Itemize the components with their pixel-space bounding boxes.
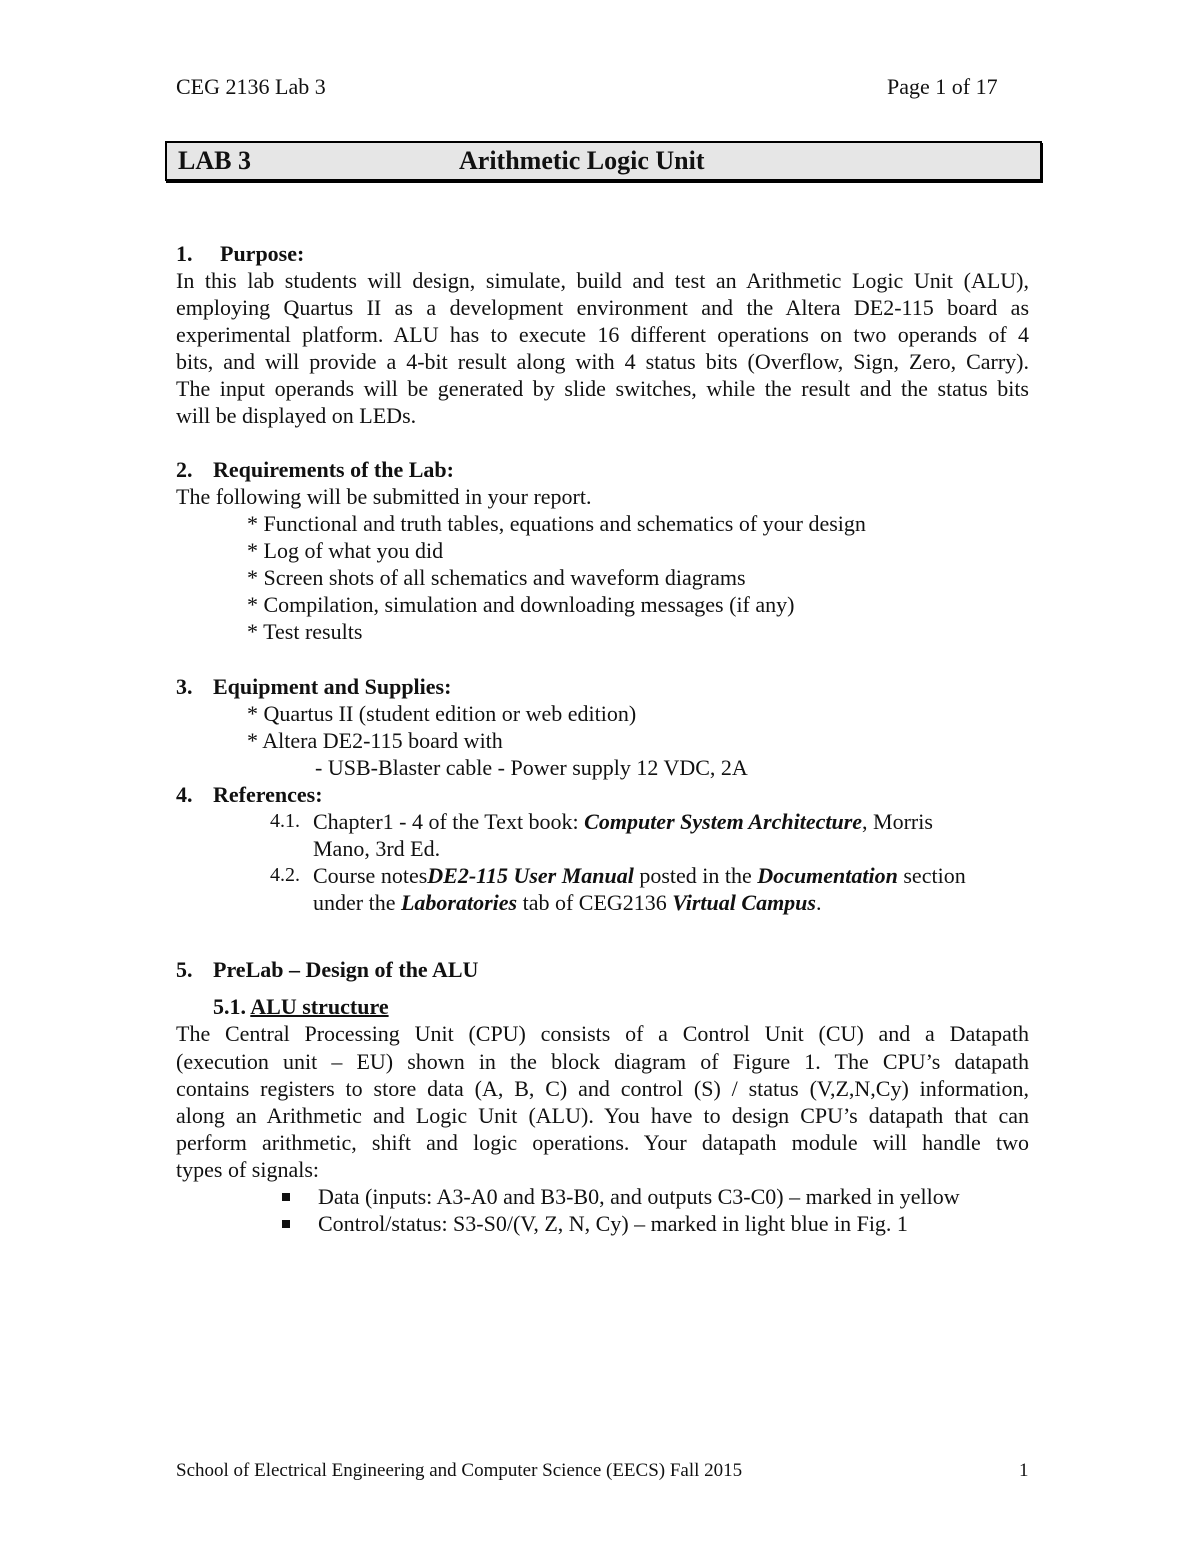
ref-text: under the	[313, 890, 401, 915]
footer-page-number: 1	[1019, 1460, 1029, 1481]
ref-text: Chapter1 - 4 of the Text book:	[313, 809, 585, 834]
ref-section-name: Documentation	[757, 863, 898, 888]
alu-line: types of signals:	[176, 1157, 319, 1182]
alu-line: The Central Processing Unit (CPU) consists of a Control Unit (CU) and a Datapath	[176, 1021, 1029, 1046]
alu-line: along an Arithmetic and Logic Unit (ALU). You have to design CPU’s datapath that can	[176, 1103, 1029, 1128]
reference-number: 4.1.	[270, 810, 300, 832]
requirements-intro: The following will be submitted in your report.	[176, 484, 592, 509]
running-header-page: Page 1 of 17	[887, 74, 998, 99]
title-box	[165, 141, 1042, 181]
section-4-number: 4.	[176, 782, 193, 807]
purpose-line: In this lab students will design, simulate, build and test an Arithmetic Logic Unit (ALU),	[176, 268, 1029, 293]
requirement-item: * Test results	[247, 619, 363, 644]
lab-number: LAB 3	[178, 146, 251, 175]
ref-text: posted in the	[633, 863, 758, 888]
alu-line: perform arithmetic, shift and logic operations. Your datapath module will handle two	[176, 1130, 1029, 1155]
section-3-heading: Equipment and Supplies:	[213, 674, 452, 699]
ref-tab-name: Laboratories	[400, 890, 518, 915]
running-header-course: CEG 2136 Lab 3	[176, 74, 326, 99]
purpose-line: will be displayed on LEDs.	[176, 403, 417, 428]
purpose-line: bits, and will provide a 4-bit result along with 4 status bits (Overflow, Sign, Zero, Carry).	[176, 349, 1029, 374]
reference-number: 4.2.	[270, 864, 300, 886]
ref-text: .	[815, 890, 822, 915]
signal-bullet	[282, 1210, 290, 1237]
requirement-item: * Log of what you did	[247, 538, 444, 563]
reference-text-cont	[313, 889, 821, 916]
ref-text: section	[897, 863, 966, 888]
section-5-number: 5.	[176, 957, 193, 982]
equipment-subitem: - USB-Blaster cable - Power supply 12 VDC, 2A	[315, 755, 748, 780]
ref-book-title: Computer System Architecture	[584, 809, 863, 834]
ref-text: tab of CEG2136	[517, 890, 673, 915]
ref-campus-name: Virtual Campus	[672, 890, 816, 915]
signal-bullet-text: Control/status: S3-S0/(V, Z, N, Cy) – marked in light blue in Fig. 1	[318, 1211, 908, 1236]
section-1-heading: Purpose:	[220, 241, 305, 266]
section-1-number: 1.	[176, 241, 193, 266]
subsection-5-1	[213, 993, 389, 1020]
equipment-item: * Quartus II (student edition or web edition)	[247, 701, 637, 726]
requirement-item: * Screen shots of all schematics and waveform diagrams	[247, 565, 746, 590]
purpose-line: The input operands will be generated by slide switches, while the result and the status bits	[176, 376, 1029, 401]
ref-text: Course notes	[313, 863, 428, 888]
reference-text-cont: Mano, 3rd Ed.	[313, 836, 441, 861]
alu-line: (execution unit – EU) shown in the block diagram of Figure 1. The CPU’s datapath	[176, 1049, 1029, 1074]
section-5-heading: PreLab – Design of the ALU	[213, 957, 479, 982]
signal-bullet	[282, 1183, 290, 1210]
purpose-line: employing Quartus II as a development environment and the Altera DE2-115 board as	[176, 295, 1029, 320]
requirement-item: * Compilation, simulation and downloading messages (if any)	[247, 592, 795, 617]
equipment-item: * Altera DE2-115 board with	[247, 728, 503, 753]
ref-manual-title: DE2-115 User Manual	[427, 863, 634, 888]
alu-line: contains registers to store data (A, B, C) and control (S) / status (V,Z,N,Cy) information,	[176, 1076, 1029, 1101]
requirement-item: * Functional and truth tables, equations and schematics of your design	[247, 511, 866, 536]
section-3-number: 3.	[176, 674, 193, 699]
purpose-line: experimental platform. ALU has to execute 16 different operations on two operands of 4	[176, 322, 1029, 347]
footer-school: School of Electrical Engineering and Computer Science (EECS) Fall 2015	[176, 1460, 743, 1481]
subsection-number: 5.1.	[213, 994, 246, 1019]
reference-text	[313, 808, 933, 835]
section-2-number: 2.	[176, 457, 193, 482]
reference-text	[313, 862, 966, 889]
bullet-square-icon	[282, 1220, 290, 1228]
subsection-title: ALU structure	[250, 994, 389, 1019]
ref-text: , Morris	[862, 809, 933, 834]
section-4-heading: References:	[213, 782, 323, 807]
section-2-heading: Requirements of the Lab:	[213, 457, 454, 482]
signal-bullet-text: Data (inputs: A3-A0 and B3-B0, and outputs C3-C0) – marked in yellow	[318, 1184, 960, 1209]
bullet-square-icon	[282, 1193, 290, 1201]
lab-title: Arithmetic Logic Unit	[459, 146, 705, 175]
